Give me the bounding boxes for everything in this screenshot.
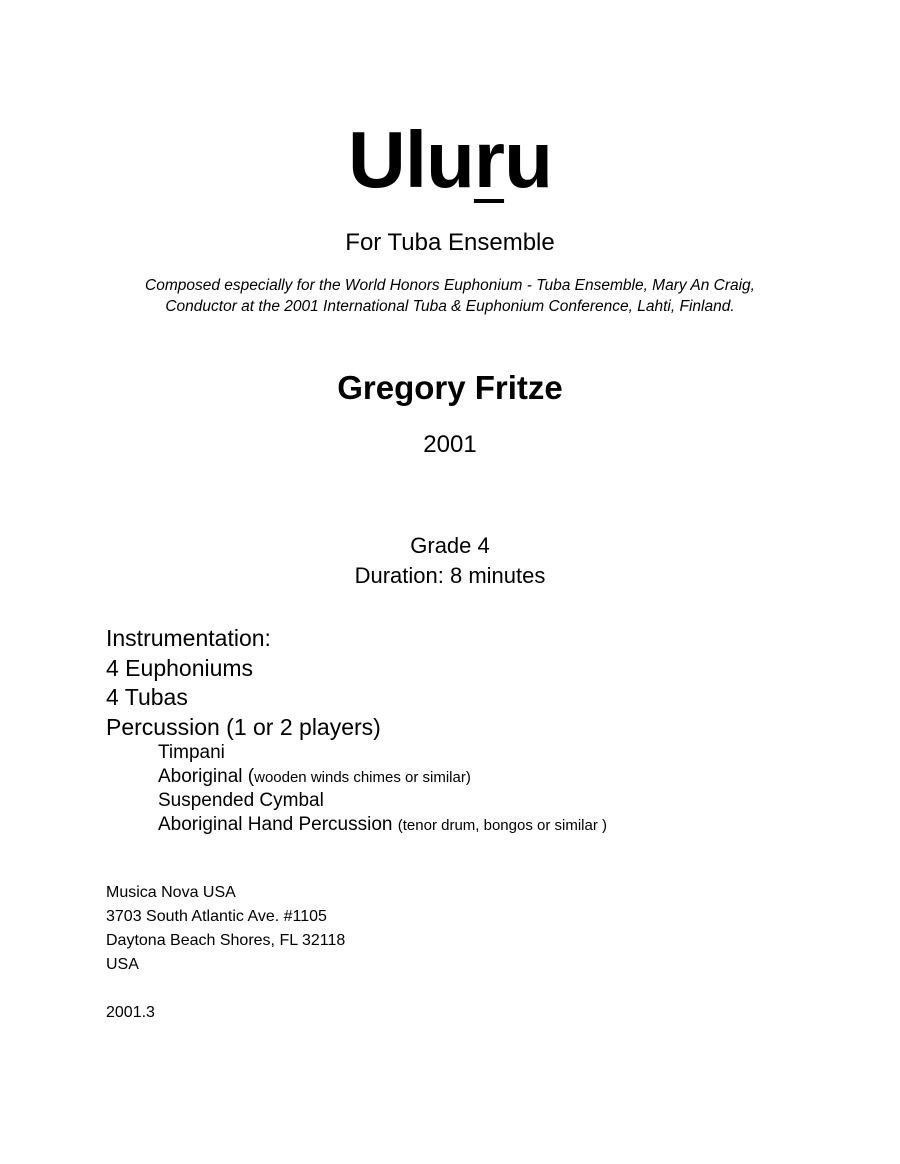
instrument-tubas: 4 Tubas bbox=[106, 684, 188, 710]
percussion-item-note: wooden winds chimes or similar) bbox=[254, 769, 471, 786]
page-title bbox=[0, 112, 900, 208]
title-prefix: Ulu bbox=[348, 115, 474, 204]
percussion-item-hand-percussion bbox=[158, 813, 607, 838]
dedication-line-1: Composed especially for the World Honors Euphonium - Tuba Ensemble, Mary An Craig, bbox=[145, 277, 755, 294]
publisher-name: Musica Nova USA bbox=[106, 884, 236, 901]
duration: Duration: 8 minutes bbox=[354, 563, 546, 588]
composer-name: Gregory Fritze bbox=[337, 369, 563, 406]
percussion-item-name: Aboriginal Hand Percussion bbox=[158, 814, 398, 835]
edition-number: 2001.3 bbox=[106, 1004, 155, 1021]
grade-level: Grade 4 bbox=[410, 533, 490, 558]
publisher-country: USA bbox=[106, 956, 139, 973]
percussion-item-note: (tenor drum, bongos or similar ) bbox=[397, 817, 607, 834]
percussion-item-name: Suspended Cymbal bbox=[158, 790, 324, 811]
instrumentation-heading: Instrumentation: bbox=[106, 625, 271, 651]
percussion-item-aboriginal bbox=[158, 765, 471, 790]
publisher-street: 3703 South Atlantic Ave. #1105 bbox=[106, 908, 327, 925]
percussion-item-timpani bbox=[158, 741, 225, 765]
title-underlined-letter: r bbox=[473, 115, 505, 204]
percussion-item-name: Timpani bbox=[158, 742, 225, 763]
subtitle: For Tuba Ensemble bbox=[345, 229, 555, 256]
instrument-euphoniums: 4 Euphoniums bbox=[106, 655, 254, 681]
percussion-item-name: Aboriginal ( bbox=[158, 766, 255, 787]
dedication-line-2: Conductor at the 2001 International Tuba & Euphonium Conference, Lahti, Finland. bbox=[165, 298, 735, 315]
publisher-city: Daytona Beach Shores, FL 32118 bbox=[106, 932, 346, 949]
instrument-percussion: Percussion (1 or 2 players) bbox=[106, 714, 381, 740]
dedication bbox=[0, 275, 900, 317]
composition-year: 2001 bbox=[423, 431, 477, 458]
percussion-item-cymbal bbox=[158, 789, 324, 813]
title-suffix: u bbox=[504, 115, 552, 204]
